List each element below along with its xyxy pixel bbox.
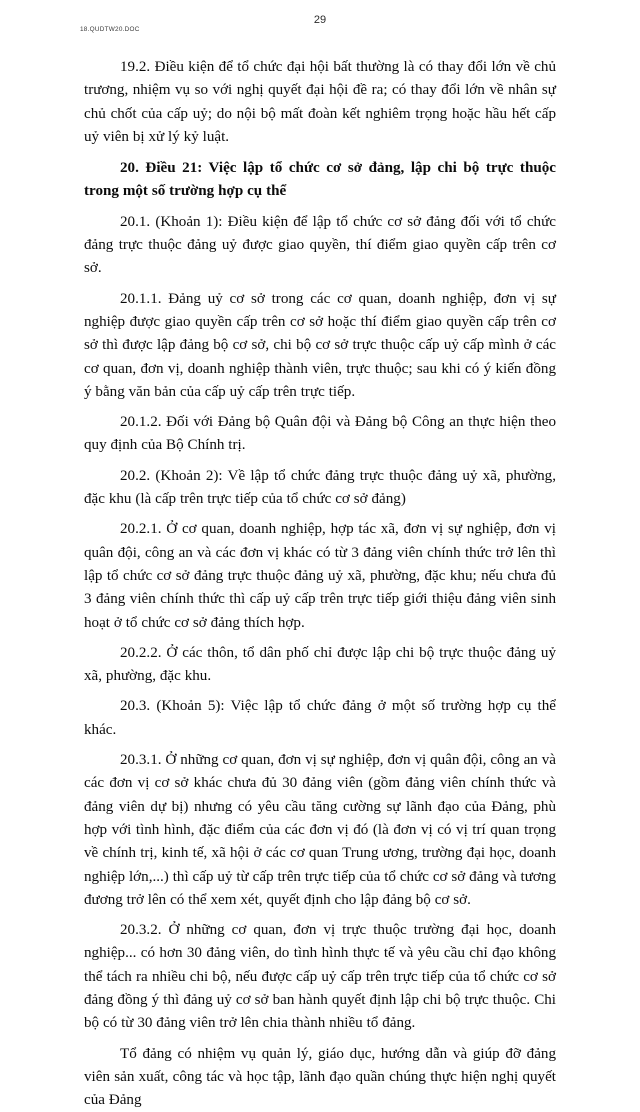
section-heading-20: 20. Điều 21: Việc lập tổ chức cơ sở đảng, lập chi bộ trực thuộc trong một số trường hợp cụ thể <box>84 160 556 200</box>
paragraph-20-2-1: 20.2.1. Ở cơ quan, doanh nghiệp, hợp tác xã, đơn vị sự nghiệp, đơn vị quân đội, công an và các đơn vị khác có từ 3 đảng viên chính thức trở lên thì lập tổ chức cơ sở đảng trực thuộc đảng uỷ xã, phường, đặc khu; nếu chưa đủ 3 đảng viên chính thức thì cấp uỷ cấp trên trực tiếp giới thiệu đảng viên sinh hoạt ở tổ chức cơ sở đảng thích hợp. <box>84 521 556 631</box>
paragraph-closing: Tổ đảng có nhiệm vụ quản lý, giáo dục, hướng dẫn và giúp đỡ đảng viên sản xuất, công tác và học tập, lãnh đạo quần chúng thực hiện nghị quyết của Đảng <box>84 1045 556 1109</box>
paragraph-20-1-1: 20.1.1. Đảng uỷ cơ sở trong các cơ quan, doanh nghiệp, đơn vị sự nghiệp được giao quyền cấp trên cơ sở hoặc thí điểm giao quyền cấp trên cơ sở thì được lập đảng bộ cơ sở, chi bộ cơ sở trực thuộc cấp uỷ cấp mình ở các cơ quan, đơn vị, doanh nghiệp thành viên, trực thuộc; sau khi có ý kiến đồng ý bằng văn bản của cấp uỷ cấp trên trực tiếp. <box>84 290 556 400</box>
paragraph-20-3: 20.3. (Khoản 5): Việc lập tổ chức đảng ở một số trường hợp cụ thể khác. <box>84 698 556 738</box>
paragraph-20-3-2: 20.3.2. Ở những cơ quan, đơn vị trực thuộc trường đại học, doanh nghiệp... có hơn 30 đảng viên, do tình hình thực tế và yêu cầu chỉ đạo không thể tách ra nhiều chi bộ, nếu được cấp uỷ cấp trên trực tiếp của tổ chức cơ sở đảng đồng ý thì đảng uỷ cơ sở ban hành quyết định lập chi bộ trực thuộc. Chi bộ có từ 30 đảng viên trở lên chia thành nhiều tổ đảng. <box>84 922 556 1032</box>
document-body <box>84 56 556 1112</box>
page-number: 29 <box>313 14 327 26</box>
paragraph-20-1-2: 20.1.2. Đối với Đảng bộ Quân đội và Đảng bộ Công an thực hiện theo quy định của Bộ Chính trị. <box>84 414 556 454</box>
paragraph-20-3-1: 20.3.1. Ở những cơ quan, đơn vị sự nghiệp, đơn vị quân đội, công an và các đơn vị cơ sở khác chưa đủ 30 đảng viên (gồm đảng viên chính thức và đảng viên dự bị) nhưng có yêu cầu tăng cường sự lãnh đạo của Đảng, phù hợp với tình hình, đặc điểm của các đơn vị đó (là đơn vị có vị trí quan trọng về chính trị, kinh tế, xã hội ở các cơ quan Trung ương, trường đại học, doanh nghiệp lớn,...) thì cấp uỷ từ cấp trên trực tiếp của tổ chức cơ sở đảng và tương đương trở lên có thể xem xét, quyết định cho lập đảng bộ cơ sở. <box>84 752 556 908</box>
paragraph-20-2: 20.2. (Khoản 2): Về lập tổ chức đảng trực thuộc đảng uỷ xã, phường, đặc khu (là cấp trên trực tiếp của tổ chức cơ sở đảng) <box>84 467 556 508</box>
paragraph-20-1: 20.1. (Khoản 1): Điều kiện để lập tổ chức cơ sở đảng đối với tổ chức đảng trực thuộc đảng uỷ được giao quyền, thí điểm giao quyền cấp trên cơ sở. <box>84 213 556 277</box>
paragraph-20-2-2: 20.2.2. Ở các thôn, tổ dân phố chỉ được lập chi bộ trực thuộc đảng uỷ xã, phường, đặc khu. <box>84 644 556 685</box>
running-head-filename: 18.QUDTW20.DOC <box>80 26 140 33</box>
paragraph-19-2: 19.2. Điều kiện để tổ chức đại hội bất thường là có thay đổi lớn về chủ trương, nhiệm vụ so với nghị quyết đại hội đề ra; có thay đổi lớn về nhân sự chủ chốt của cấp uỷ; do nội bộ mất đoàn kết nghiêm trọng hoặc hầu hết cấp uỷ viên bị xử lý kỷ luật. <box>84 59 556 145</box>
